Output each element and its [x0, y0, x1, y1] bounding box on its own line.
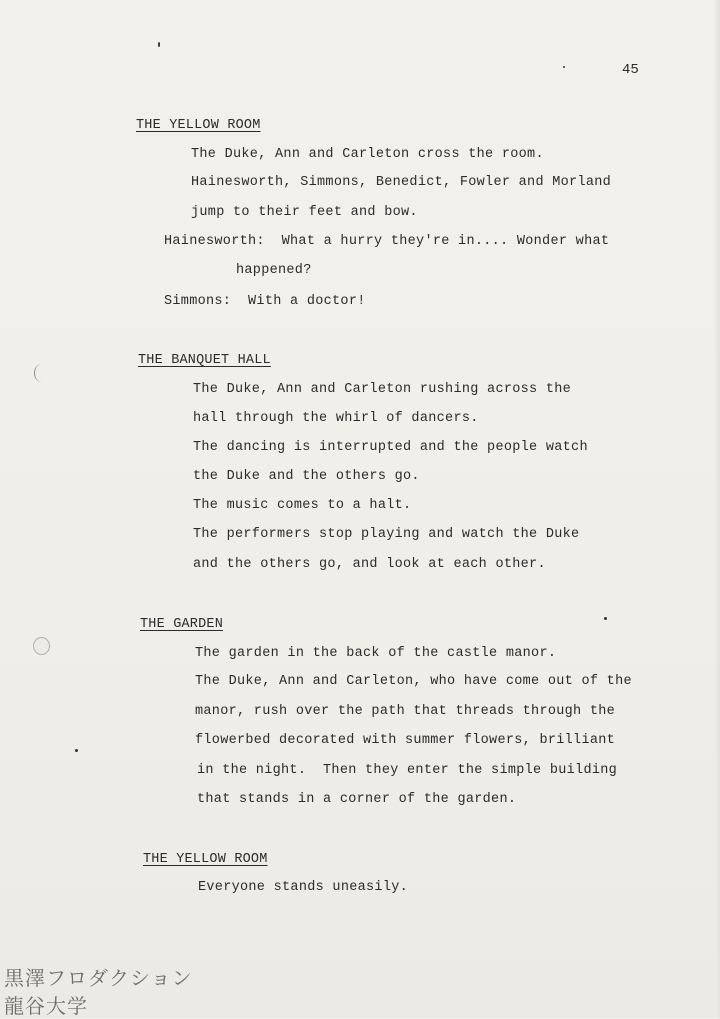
scene-line: The Duke, Ann and Carleton, who have come out of the — [195, 674, 632, 689]
scene-line: The Duke, Ann and Carleton cross the room. — [191, 147, 544, 162]
scene-line: Hainesworth, Simmons, Benedict, Fowler and Morland — [191, 175, 612, 190]
scene-line: jump to their feet and bow. — [191, 205, 418, 220]
dialogue-line: Simmons: With a doctor! — [164, 294, 366, 309]
scene-line: The music comes to a halt. — [193, 498, 412, 513]
ink-speck — [604, 617, 607, 620]
watermark-line-2: 龍谷大学 — [4, 994, 88, 1018]
ink-speck — [563, 66, 565, 68]
scene-line: Everyone stands uneasily. — [198, 880, 409, 895]
dialogue-line: happened? — [236, 263, 312, 278]
scene-line: hall through the whirl of dancers. — [193, 411, 479, 426]
scene-heading: THE YELLOW ROOM — [143, 852, 268, 867]
punch-hole-mark — [33, 637, 50, 655]
watermark-line-1: 黒澤フロダクション — [4, 966, 193, 990]
scene-line: The performers stop playing and watch the Duke — [193, 527, 580, 542]
scene-line: The garden in the back of the castle manor. — [195, 646, 557, 661]
scene-line: The dancing is interrupted and the people watch — [193, 440, 588, 455]
scene-line: The Duke, Ann and Carleton rushing across the — [193, 382, 572, 397]
scene-heading: THE YELLOW ROOM — [136, 118, 261, 133]
scene-line: in the night. Then they enter the simple building — [197, 763, 618, 778]
scene-line: manor, rush over the path that threads through the — [195, 704, 616, 719]
scene-line: and the others go, and look at each other. — [193, 557, 546, 572]
ink-speck — [75, 749, 78, 752]
scene-heading: THE BANQUET HALL — [138, 353, 271, 368]
dialogue-line: Hainesworth: What a hurry they're in.... Wonder what — [164, 234, 610, 249]
scene-line: flowerbed decorated with summer flowers, brilliant — [195, 733, 616, 748]
scene-line: that stands in a corner of the garden. — [197, 792, 517, 807]
punch-hole-mark — [34, 364, 49, 382]
scene-heading: THE GARDEN — [140, 617, 224, 632]
page-number: 45 — [622, 62, 639, 78]
scene-line: the Duke and the others go. — [193, 469, 420, 484]
ink-speck — [158, 42, 160, 47]
page-edge — [714, 0, 720, 1018]
